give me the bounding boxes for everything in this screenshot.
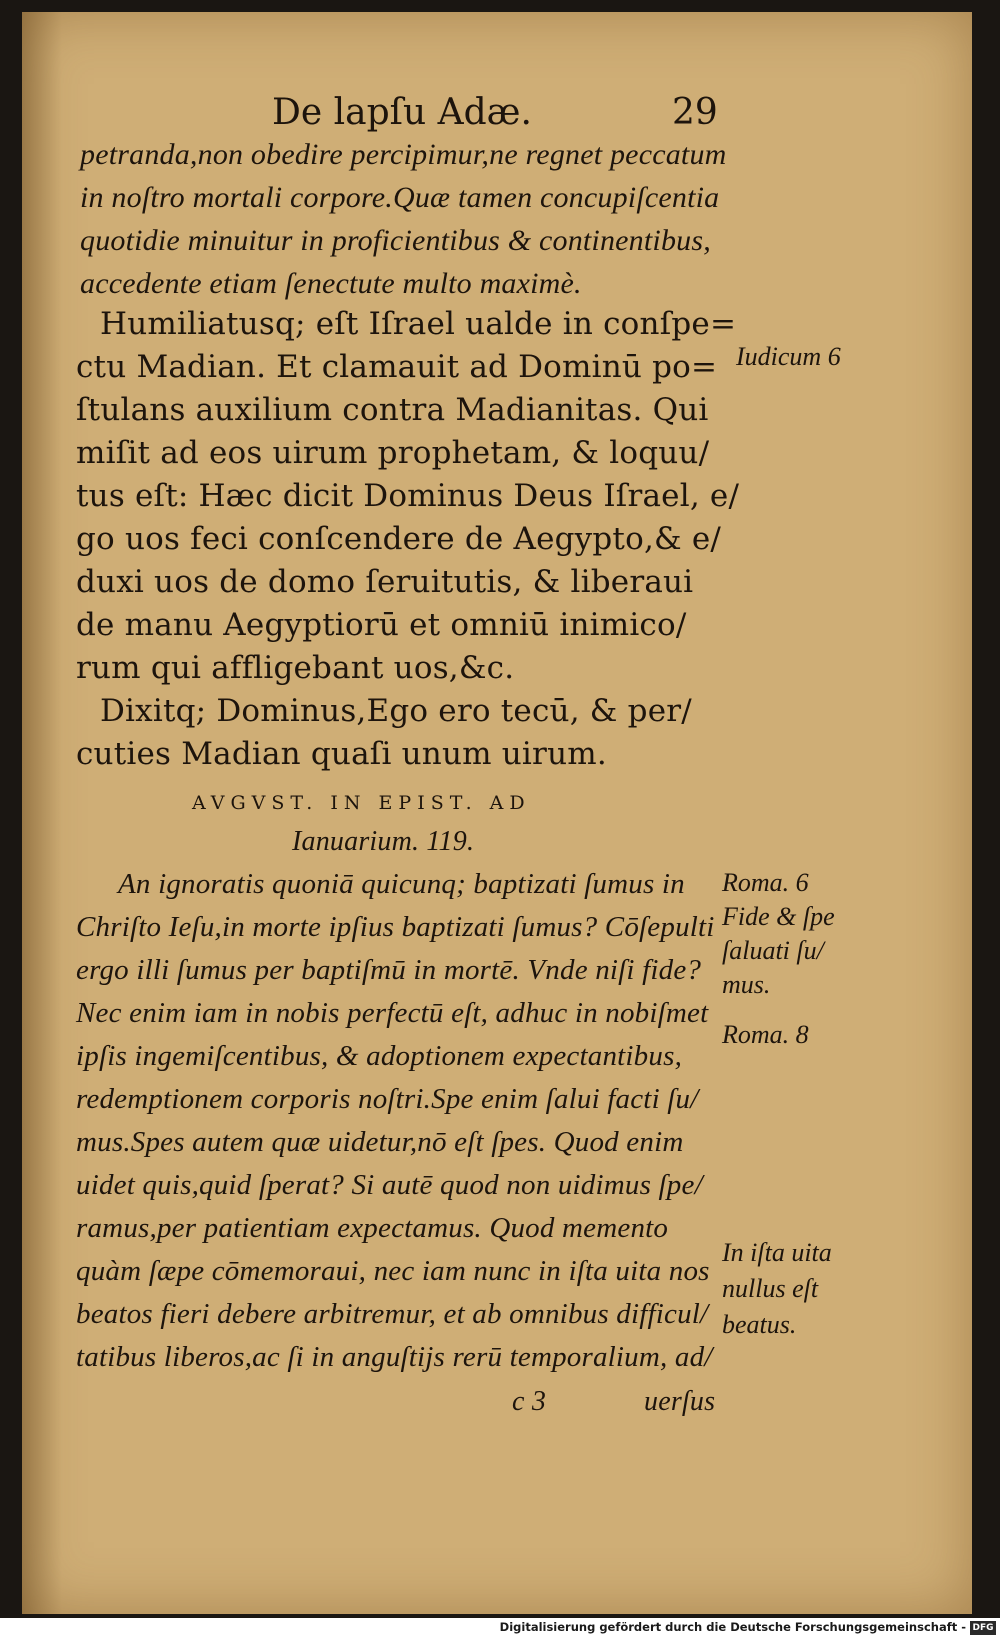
section-heading: AVGVST. IN EPIST. AD xyxy=(192,792,531,814)
catchword: uerſus xyxy=(644,1386,716,1417)
text-line: go uos feci conſcendere de Aegypto,& e/ xyxy=(76,521,722,557)
text-line: uidet quis,quid ſperat? Si autē quod non uidimus ſpe/ xyxy=(76,1169,703,1201)
text-line: Dixitq; Dominus,Ego ero tecū, & per/ xyxy=(100,693,692,729)
text-line: An ignoratis quoniā quicunq; baptizati ſumus in xyxy=(118,868,685,900)
text-line: Chriſto Ieſu,in morte ipſius baptizati ſumus? Cōſepulti xyxy=(76,911,715,943)
text-line: rum qui affligebant uos,&c. xyxy=(76,650,515,686)
margin-note: Iudicum 6 xyxy=(736,342,841,371)
text-line: ipſis ingemiſcentibus, & adoptionem expectantibus, xyxy=(76,1040,683,1072)
margin-note: Fide & ſpe xyxy=(722,902,835,931)
margin-note: nullus eſt xyxy=(722,1274,819,1303)
text-line: Humiliatusq; eſt Iſrael ualde in conſpe= xyxy=(100,306,737,342)
text-line: beatos fieri debere arbitremur, et ab omnibus difficul/ xyxy=(76,1298,709,1330)
text-line: de manu Aegyptiorū et omniū inimico/ xyxy=(76,607,687,643)
text-line: duxi uos de domo ſeruitutis, & liberaui xyxy=(76,564,694,600)
running-head: De lapſu Adæ. xyxy=(272,92,532,133)
text-line: ſtulans auxilium contra Madianitas. Qui xyxy=(76,392,709,428)
margin-note: mus. xyxy=(722,970,771,999)
text-line: ctu Madian. Et clamauit ad Dominū po= xyxy=(76,349,718,385)
page-number: 29 xyxy=(672,92,718,133)
text-line: ergo illi ſumus per baptiſmū in mortē. Vnde niſi fide? xyxy=(76,954,702,986)
text-line: accedente etiam ſenectute multo maximè. xyxy=(80,267,582,300)
signature-mark: c 3 xyxy=(512,1386,547,1417)
footer-credit: Digitalisierung gefördert durch die Deutsche Forschungsgemeinschaft - xyxy=(499,1620,966,1634)
margin-note: beatus. xyxy=(722,1310,797,1339)
dfg-logo: DFG xyxy=(970,1621,996,1635)
text-line: petranda,non obedire percipimur,ne regnet peccatum xyxy=(80,138,727,171)
margin-note: In iſta uita xyxy=(722,1238,832,1267)
section-heading-sub: Ianuarium. 119. xyxy=(292,826,475,857)
text-line: tatibus liberos,ac ſi in anguſtijs rerū temporalium, ad/ xyxy=(76,1341,713,1373)
text-line: miſit ad eos uirum prophetam, & loquu/ xyxy=(76,435,710,471)
text-line: redemptionem corporis noſtri.Spe enim ſalui facti ſu/ xyxy=(76,1083,699,1115)
margin-note: Roma. 6 xyxy=(722,868,809,897)
text-line: quàm ſæpe cōmemoraui, nec iam nunc in iſta uita nos xyxy=(76,1255,710,1287)
margin-note: ſaluati ſu/ xyxy=(722,936,824,965)
text-line: quotidie minuitur in proficientibus & continentibus, xyxy=(80,224,711,257)
text-line: tus eſt: Hæc dicit Dominus Deus Iſrael, e/ xyxy=(76,478,740,514)
book-page xyxy=(22,12,972,1614)
margin-note: Roma. 8 xyxy=(722,1020,809,1049)
text-line: in noſtro mortali corpore.Quæ tamen concupiſcentia xyxy=(80,181,720,214)
text-line: cuties Madian quaſi unum uirum. xyxy=(76,736,607,772)
text-line: Nec enim iam in nobis perfectū eſt, adhuc in nobiſmet xyxy=(76,997,709,1029)
text-line: ramus,per patientiam expectamus. Quod memento xyxy=(76,1212,669,1244)
footer-bar xyxy=(0,1618,1000,1640)
text-line: mus.Spes autem quæ uidetur,nō eſt ſpes. Quod enim xyxy=(76,1126,684,1158)
